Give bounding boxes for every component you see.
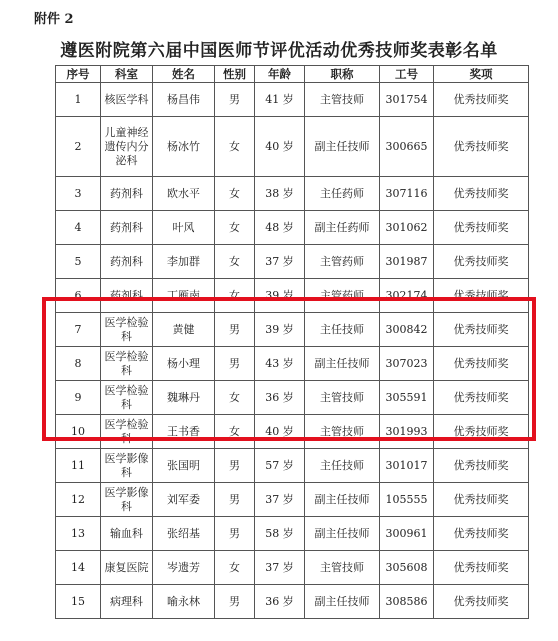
table-row xyxy=(56,483,529,517)
header-index: 序号 xyxy=(56,66,101,83)
table-row xyxy=(56,551,529,585)
cell-award: 优秀技师奖 xyxy=(434,449,529,483)
cell-title: 主管技师 xyxy=(305,83,380,117)
cell-department: 药剂科 xyxy=(101,211,153,245)
cell-index: 11 xyxy=(56,449,101,483)
cell-employee-id: 301017 xyxy=(380,449,434,483)
cell-employee-id: 300842 xyxy=(380,313,434,347)
cell-award: 优秀技师奖 xyxy=(434,245,529,279)
cell-award: 优秀技师奖 xyxy=(434,211,529,245)
cell-department: 药剂科 xyxy=(101,245,153,279)
cell-gender: 女 xyxy=(215,177,255,211)
cell-gender: 女 xyxy=(215,381,255,415)
cell-department: 药剂科 xyxy=(101,279,153,313)
cell-gender: 女 xyxy=(215,551,255,585)
cell-gender: 男 xyxy=(215,83,255,117)
cell-gender: 女 xyxy=(215,245,255,279)
cell-award: 优秀技师奖 xyxy=(434,415,529,449)
cell-award: 优秀技师奖 xyxy=(434,347,529,381)
cell-name: 刘军委 xyxy=(153,483,215,517)
cell-employee-id: 301993 xyxy=(380,415,434,449)
cell-gender: 男 xyxy=(215,585,255,619)
cell-index: 9 xyxy=(56,381,101,415)
cell-gender: 男 xyxy=(215,313,255,347)
cell-index: 10 xyxy=(56,415,101,449)
cell-name: 杨昌伟 xyxy=(153,83,215,117)
cell-age: 57 岁 xyxy=(255,449,305,483)
table-row xyxy=(56,517,529,551)
cell-name: 魏琳丹 xyxy=(153,381,215,415)
header-age: 年龄 xyxy=(255,66,305,83)
cell-employee-id: 307023 xyxy=(380,347,434,381)
table-row xyxy=(56,585,529,619)
table-row xyxy=(56,177,529,211)
table-row xyxy=(56,313,529,347)
cell-gender: 女 xyxy=(215,279,255,313)
cell-age: 37 岁 xyxy=(255,483,305,517)
cell-employee-id: 308586 xyxy=(380,585,434,619)
cell-title: 副主任药师 xyxy=(305,211,380,245)
cell-name: 喻永林 xyxy=(153,585,215,619)
table-row xyxy=(56,381,529,415)
cell-age: 36 岁 xyxy=(255,381,305,415)
cell-award: 优秀技师奖 xyxy=(434,517,529,551)
cell-age: 43 岁 xyxy=(255,347,305,381)
table-row xyxy=(56,117,529,177)
cell-employee-id: 300665 xyxy=(380,117,434,177)
cell-index: 12 xyxy=(56,483,101,517)
header-employee-id: 工号 xyxy=(380,66,434,83)
cell-title: 副主任技师 xyxy=(305,483,380,517)
cell-employee-id: 302174 xyxy=(380,279,434,313)
annex-label: 附件 2 xyxy=(34,12,74,27)
cell-index: 6 xyxy=(56,279,101,313)
cell-title: 副主任技师 xyxy=(305,517,380,551)
cell-department: 药剂科 xyxy=(101,177,153,211)
cell-gender: 男 xyxy=(215,347,255,381)
header-department: 科室 xyxy=(101,66,153,83)
cell-department: 康复医院 xyxy=(101,551,153,585)
cell-department: 医学检验科 xyxy=(101,347,153,381)
header-name: 姓名 xyxy=(153,66,215,83)
cell-title: 主管技师 xyxy=(305,381,380,415)
cell-name: 叶风 xyxy=(153,211,215,245)
cell-award: 优秀技师奖 xyxy=(434,279,529,313)
cell-index: 15 xyxy=(56,585,101,619)
cell-award: 优秀技师奖 xyxy=(434,313,529,347)
cell-department: 儿童神经遗传内分泌科 xyxy=(101,117,153,177)
cell-employee-id: 301987 xyxy=(380,245,434,279)
cell-name: 李加群 xyxy=(153,245,215,279)
cell-employee-id: 301062 xyxy=(380,211,434,245)
cell-name: 张绍基 xyxy=(153,517,215,551)
cell-title: 主管药师 xyxy=(305,279,380,313)
cell-award: 优秀技师奖 xyxy=(434,551,529,585)
cell-name: 王书香 xyxy=(153,415,215,449)
cell-title: 主管药师 xyxy=(305,245,380,279)
table-header-row xyxy=(56,66,529,83)
cell-index: 8 xyxy=(56,347,101,381)
cell-index: 2 xyxy=(56,117,101,177)
header-gender: 性别 xyxy=(215,66,255,83)
cell-age: 37 岁 xyxy=(255,551,305,585)
cell-employee-id: 305608 xyxy=(380,551,434,585)
cell-index: 14 xyxy=(56,551,101,585)
header-award: 奖项 xyxy=(434,66,529,83)
cell-department: 病理科 xyxy=(101,585,153,619)
cell-award: 优秀技师奖 xyxy=(434,177,529,211)
cell-title: 主任技师 xyxy=(305,313,380,347)
cell-gender: 男 xyxy=(215,483,255,517)
table-row xyxy=(56,279,529,313)
cell-age: 37 岁 xyxy=(255,245,305,279)
cell-department: 医学检验科 xyxy=(101,381,153,415)
cell-name: 杨冰竹 xyxy=(153,117,215,177)
cell-gender: 女 xyxy=(215,117,255,177)
cell-award: 优秀技师奖 xyxy=(434,483,529,517)
table-row xyxy=(56,415,529,449)
cell-department: 医学影像科 xyxy=(101,449,153,483)
cell-gender: 男 xyxy=(215,449,255,483)
cell-age: 36 岁 xyxy=(255,585,305,619)
cell-index: 5 xyxy=(56,245,101,279)
cell-gender: 女 xyxy=(215,211,255,245)
cell-age: 40 岁 xyxy=(255,117,305,177)
cell-title: 主管技师 xyxy=(305,551,380,585)
cell-department: 医学检验科 xyxy=(101,313,153,347)
cell-employee-id: 105555 xyxy=(380,483,434,517)
cell-title: 副主任技师 xyxy=(305,585,380,619)
cell-title: 副主任技师 xyxy=(305,117,380,177)
cell-award: 优秀技师奖 xyxy=(434,585,529,619)
cell-employee-id: 300961 xyxy=(380,517,434,551)
cell-name: 黄健 xyxy=(153,313,215,347)
cell-age: 39 岁 xyxy=(255,279,305,313)
cell-name: 欧水平 xyxy=(153,177,215,211)
header-title: 职称 xyxy=(305,66,380,83)
cell-age: 39 岁 xyxy=(255,313,305,347)
cell-department: 医学影像科 xyxy=(101,483,153,517)
cell-index: 1 xyxy=(56,83,101,117)
cell-department: 输血科 xyxy=(101,517,153,551)
cell-index: 3 xyxy=(56,177,101,211)
cell-name: 张国明 xyxy=(153,449,215,483)
cell-title: 主任技师 xyxy=(305,449,380,483)
cell-index: 7 xyxy=(56,313,101,347)
table-row xyxy=(56,449,529,483)
table-row xyxy=(56,347,529,381)
cell-age: 38 岁 xyxy=(255,177,305,211)
cell-index: 4 xyxy=(56,211,101,245)
cell-employee-id: 305591 xyxy=(380,381,434,415)
cell-age: 40 岁 xyxy=(255,415,305,449)
cell-award: 优秀技师奖 xyxy=(434,381,529,415)
cell-age: 58 岁 xyxy=(255,517,305,551)
cell-gender: 男 xyxy=(215,517,255,551)
award-table xyxy=(55,65,529,619)
cell-award: 优秀技师奖 xyxy=(434,83,529,117)
cell-title: 主任药师 xyxy=(305,177,380,211)
cell-name: 丁雁南 xyxy=(153,279,215,313)
cell-employee-id: 307116 xyxy=(380,177,434,211)
table-row xyxy=(56,245,529,279)
cell-title: 主管技师 xyxy=(305,415,380,449)
cell-age: 41 岁 xyxy=(255,83,305,117)
cell-employee-id: 301754 xyxy=(380,83,434,117)
cell-department: 核医学科 xyxy=(101,83,153,117)
document-title: 遵医附院第六届中国医师节评优活动优秀技师奖表彰名单 xyxy=(60,41,498,61)
table-row xyxy=(56,83,529,117)
cell-award: 优秀技师奖 xyxy=(434,117,529,177)
cell-department: 医学检验科 xyxy=(101,415,153,449)
table-row xyxy=(56,211,529,245)
cell-name: 岑遗芳 xyxy=(153,551,215,585)
cell-index: 13 xyxy=(56,517,101,551)
cell-age: 48 岁 xyxy=(255,211,305,245)
cell-name: 杨小理 xyxy=(153,347,215,381)
cell-title: 副主任技师 xyxy=(305,347,380,381)
cell-gender: 女 xyxy=(215,415,255,449)
